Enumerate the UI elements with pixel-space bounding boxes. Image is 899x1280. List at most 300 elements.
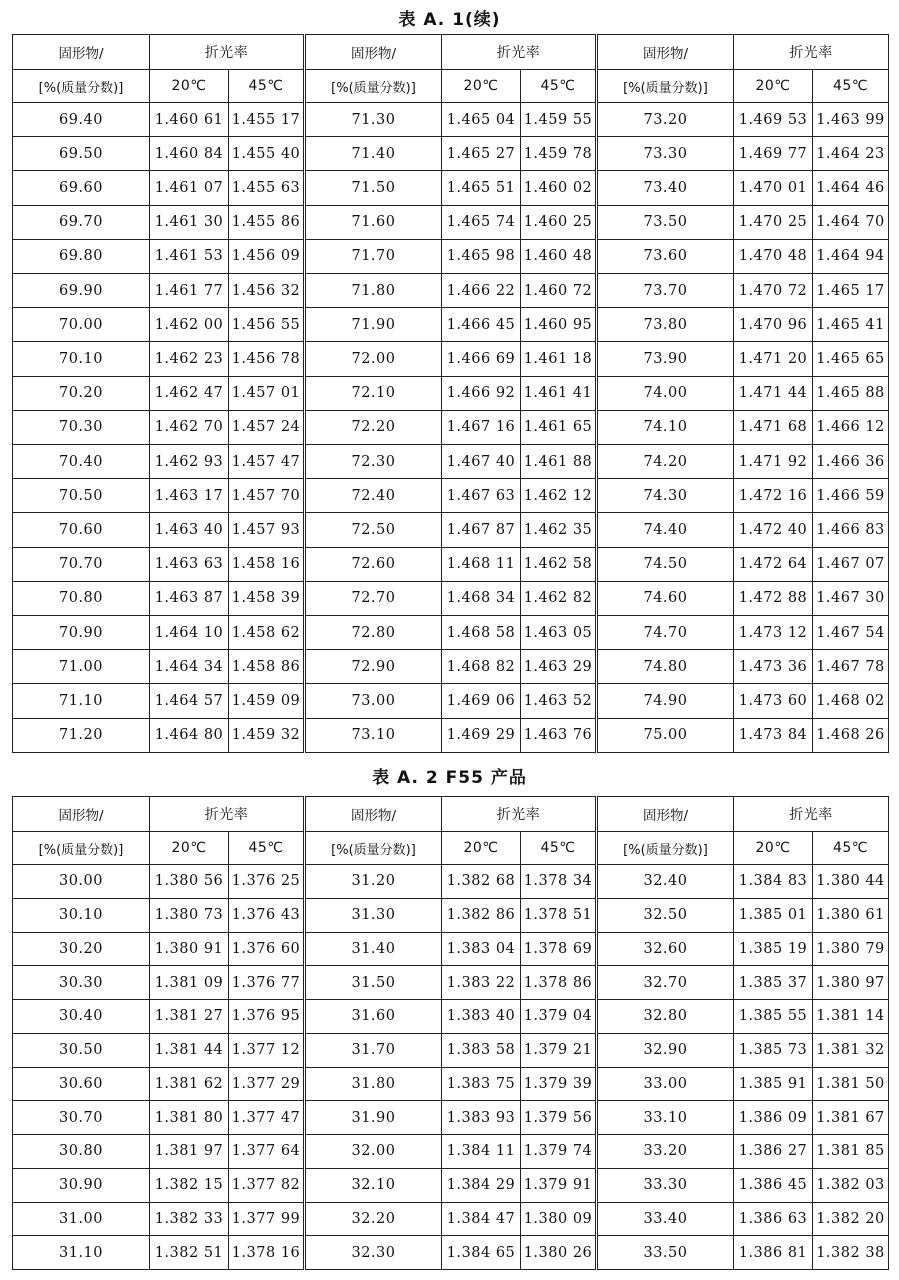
solid-content-cell: 69.90 [13, 274, 150, 308]
ri-20c-cell: 1.382 68 [442, 865, 521, 899]
ri-20c-cell: 1.383 22 [442, 966, 521, 1000]
solid-content-cell: 31.00 [13, 1202, 150, 1236]
table-row [13, 1202, 889, 1236]
ri-45c-cell: 1.377 99 [229, 1202, 305, 1236]
ri-45c-cell: 1.377 29 [229, 1067, 305, 1101]
ri-20c-cell: 1.470 25 [734, 205, 813, 239]
ri-45c-cell: 1.463 99 [813, 103, 889, 137]
solid-content-cell: 30.60 [13, 1067, 150, 1101]
table-row [13, 547, 889, 581]
temp-20c-header: 20℃ [442, 832, 521, 865]
table-row [13, 1101, 889, 1135]
ri-45c-cell: 1.458 62 [229, 616, 305, 650]
ri-45c-cell: 1.464 70 [813, 205, 889, 239]
solid-content-cell: 70.80 [13, 581, 150, 615]
ri-20c-cell: 1.472 40 [734, 513, 813, 547]
table-row [13, 445, 889, 479]
ri-20c-cell: 1.381 27 [150, 1000, 229, 1034]
ri-20c-cell: 1.383 40 [442, 1000, 521, 1034]
temp-45c-header: 45℃ [813, 70, 889, 103]
solid-content-cell: 31.10 [13, 1236, 150, 1270]
ri-45c-cell: 1.376 25 [229, 865, 305, 899]
ri-20c-cell: 1.469 77 [734, 137, 813, 171]
ri-20c-cell: 1.465 74 [442, 205, 521, 239]
solid-content-cell: 30.50 [13, 1033, 150, 1067]
ri-20c-cell: 1.463 17 [150, 479, 229, 513]
ri-20c-cell: 1.466 22 [442, 274, 521, 308]
ri-20c-cell: 1.385 73 [734, 1033, 813, 1067]
ri-45c-cell: 1.457 70 [229, 479, 305, 513]
solid-content-cell: 73.20 [597, 103, 734, 137]
solid-content-cell: 70.70 [13, 547, 150, 581]
refractive-index-header: 折光率 [150, 35, 305, 70]
ri-20c-cell: 1.384 47 [442, 1202, 521, 1236]
ri-20c-cell: 1.462 47 [150, 376, 229, 410]
ri-45c-cell: 1.461 18 [521, 342, 597, 376]
ri-20c-cell: 1.471 20 [734, 342, 813, 376]
ri-20c-cell: 1.463 87 [150, 581, 229, 615]
table-row [13, 410, 889, 444]
solid-content-cell: 30.90 [13, 1168, 150, 1202]
solid-content-cell: 71.10 [13, 684, 150, 718]
ri-45c-cell: 1.379 21 [521, 1033, 597, 1067]
solid-content-cell: 31.90 [305, 1101, 442, 1135]
solid-content-cell: 70.10 [13, 342, 150, 376]
solid-content-cell: 32.00 [305, 1135, 442, 1169]
solid-content-header: 固形物/ [13, 797, 150, 832]
solid-content-header: 固形物/ [597, 797, 734, 832]
solid-content-cell: 33.00 [597, 1067, 734, 1101]
ri-45c-cell: 1.459 32 [229, 718, 305, 752]
ri-45c-cell: 1.378 16 [229, 1236, 305, 1270]
ri-20c-cell: 1.461 07 [150, 171, 229, 205]
table-row [13, 171, 889, 205]
solid-unit-header: [%(质量分数)] [305, 70, 442, 103]
temp-45c-header: 45℃ [521, 70, 597, 103]
solid-content-cell: 70.60 [13, 513, 150, 547]
ri-45c-cell: 1.456 55 [229, 308, 305, 342]
ri-45c-cell: 1.460 25 [521, 205, 597, 239]
table-row [13, 342, 889, 376]
solid-content-header: 固形物/ [13, 35, 150, 70]
solid-content-cell: 31.50 [305, 966, 442, 1000]
solid-content-cell: 31.70 [305, 1033, 442, 1067]
ri-45c-cell: 1.380 61 [813, 898, 889, 932]
table-row [13, 616, 889, 650]
solid-content-cell: 72.10 [305, 376, 442, 410]
solid-content-cell: 32.10 [305, 1168, 442, 1202]
solid-content-cell: 33.20 [597, 1135, 734, 1169]
header-row [13, 797, 889, 832]
header-row [13, 35, 889, 70]
ri-20c-cell: 1.472 88 [734, 581, 813, 615]
ri-45c-cell: 1.456 09 [229, 239, 305, 273]
temp-20c-header: 20℃ [734, 832, 813, 865]
solid-content-cell: 73.00 [305, 684, 442, 718]
ri-20c-cell: 1.471 68 [734, 410, 813, 444]
table-row [13, 1067, 889, 1101]
solid-content-cell: 74.80 [597, 650, 734, 684]
solid-content-cell: 74.90 [597, 684, 734, 718]
ri-20c-cell: 1.463 63 [150, 547, 229, 581]
ri-20c-cell: 1.473 60 [734, 684, 813, 718]
ri-20c-cell: 1.460 61 [150, 103, 229, 137]
solid-content-cell: 71.90 [305, 308, 442, 342]
table-row [13, 1236, 889, 1270]
solid-content-cell: 74.50 [597, 547, 734, 581]
ri-20c-cell: 1.468 58 [442, 616, 521, 650]
ri-45c-cell: 1.377 12 [229, 1033, 305, 1067]
solid-content-cell: 32.60 [597, 932, 734, 966]
table-row [13, 513, 889, 547]
solid-content-cell: 33.50 [597, 1236, 734, 1270]
ri-20c-cell: 1.468 34 [442, 581, 521, 615]
solid-content-cell: 74.70 [597, 616, 734, 650]
solid-content-cell: 33.30 [597, 1168, 734, 1202]
table-row [13, 966, 889, 1000]
ri-45c-cell: 1.464 94 [813, 239, 889, 273]
ri-20c-cell: 1.468 82 [442, 650, 521, 684]
solid-content-cell: 71.50 [305, 171, 442, 205]
ri-20c-cell: 1.466 69 [442, 342, 521, 376]
solid-unit-header: [%(质量分数)] [13, 70, 150, 103]
ri-20c-cell: 1.382 15 [150, 1168, 229, 1202]
ri-20c-cell: 1.461 53 [150, 239, 229, 273]
solid-content-cell: 73.30 [597, 137, 734, 171]
solid-content-cell: 70.20 [13, 376, 150, 410]
solid-content-header: 固形物/ [597, 35, 734, 70]
ri-20c-cell: 1.469 53 [734, 103, 813, 137]
ri-45c-cell: 1.458 86 [229, 650, 305, 684]
refractive-index-table-1 [12, 34, 889, 753]
solid-content-cell: 31.60 [305, 1000, 442, 1034]
ri-20c-cell: 1.380 56 [150, 865, 229, 899]
ri-20c-cell: 1.383 58 [442, 1033, 521, 1067]
ri-45c-cell: 1.460 95 [521, 308, 597, 342]
ri-45c-cell: 1.458 39 [229, 581, 305, 615]
ri-45c-cell: 1.455 63 [229, 171, 305, 205]
ri-45c-cell: 1.462 35 [521, 513, 597, 547]
ri-20c-cell: 1.472 64 [734, 547, 813, 581]
solid-content-cell: 32.50 [597, 898, 734, 932]
table-title: 表 A. 1(续) [398, 10, 501, 30]
ri-20c-cell: 1.386 27 [734, 1135, 813, 1169]
ri-20c-cell: 1.473 84 [734, 718, 813, 752]
ri-20c-cell: 1.381 44 [150, 1033, 229, 1067]
ri-20c-cell: 1.464 57 [150, 684, 229, 718]
ri-20c-cell: 1.461 30 [150, 205, 229, 239]
ri-45c-cell: 1.457 93 [229, 513, 305, 547]
solid-content-cell: 31.20 [305, 865, 442, 899]
ri-45c-cell: 1.457 24 [229, 410, 305, 444]
ri-20c-cell: 1.384 65 [442, 1236, 521, 1270]
table-row [13, 581, 889, 615]
solid-content-cell: 69.70 [13, 205, 150, 239]
ri-45c-cell: 1.455 86 [229, 205, 305, 239]
ri-45c-cell: 1.458 16 [229, 547, 305, 581]
solid-content-cell: 69.50 [13, 137, 150, 171]
ri-45c-cell: 1.455 17 [229, 103, 305, 137]
table-row [13, 376, 889, 410]
temp-45c-header: 45℃ [521, 832, 597, 865]
solid-content-cell: 30.40 [13, 1000, 150, 1034]
ri-20c-cell: 1.383 04 [442, 932, 521, 966]
solid-content-cell: 71.60 [305, 205, 442, 239]
ri-20c-cell: 1.462 70 [150, 410, 229, 444]
ri-45c-cell: 1.468 26 [813, 718, 889, 752]
ri-45c-cell: 1.460 72 [521, 274, 597, 308]
temp-45c-header: 45℃ [229, 832, 305, 865]
table-title: 表 A. 2 F55 产品 [372, 768, 527, 788]
ri-20c-cell: 1.382 86 [442, 898, 521, 932]
ri-45c-cell: 1.457 47 [229, 445, 305, 479]
table-row [13, 137, 889, 171]
ri-20c-cell: 1.467 63 [442, 479, 521, 513]
solid-content-cell: 73.40 [597, 171, 734, 205]
solid-content-cell: 73.70 [597, 274, 734, 308]
ri-45c-cell: 1.376 43 [229, 898, 305, 932]
ri-20c-cell: 1.381 80 [150, 1101, 229, 1135]
ri-45c-cell: 1.460 48 [521, 239, 597, 273]
ri-45c-cell: 1.380 44 [813, 865, 889, 899]
ri-45c-cell: 1.465 17 [813, 274, 889, 308]
solid-content-cell: 32.90 [597, 1033, 734, 1067]
solid-content-cell: 73.10 [305, 718, 442, 752]
table-row [13, 932, 889, 966]
ri-45c-cell: 1.376 77 [229, 966, 305, 1000]
solid-unit-header: [%(质量分数)] [597, 70, 734, 103]
ri-20c-cell: 1.385 37 [734, 966, 813, 1000]
table-row [13, 650, 889, 684]
ri-20c-cell: 1.461 77 [150, 274, 229, 308]
refractive-index-header: 折光率 [734, 35, 889, 70]
ri-20c-cell: 1.386 09 [734, 1101, 813, 1135]
temp-45c-header: 45℃ [813, 832, 889, 865]
table-row [13, 1168, 889, 1202]
ri-20c-cell: 1.471 92 [734, 445, 813, 479]
ri-45c-cell: 1.379 74 [521, 1135, 597, 1169]
table-row [13, 865, 889, 899]
header-row [13, 70, 889, 103]
solid-content-cell: 72.40 [305, 479, 442, 513]
ri-20c-cell: 1.386 63 [734, 1202, 813, 1236]
ri-45c-cell: 1.464 23 [813, 137, 889, 171]
table-row [13, 684, 889, 718]
ri-45c-cell: 1.379 04 [521, 1000, 597, 1034]
temp-20c-header: 20℃ [442, 70, 521, 103]
solid-content-cell: 69.60 [13, 171, 150, 205]
ri-20c-cell: 1.385 01 [734, 898, 813, 932]
ri-20c-cell: 1.383 75 [442, 1067, 521, 1101]
solid-content-cell: 71.00 [13, 650, 150, 684]
solid-content-cell: 31.30 [305, 898, 442, 932]
solid-content-cell: 69.80 [13, 239, 150, 273]
ri-20c-cell: 1.382 51 [150, 1236, 229, 1270]
refractive-index-table-2 [12, 796, 889, 1270]
ri-20c-cell: 1.465 27 [442, 137, 521, 171]
ri-45c-cell: 1.381 50 [813, 1067, 889, 1101]
solid-content-cell: 32.30 [305, 1236, 442, 1270]
ri-45c-cell: 1.378 51 [521, 898, 597, 932]
ri-20c-cell: 1.463 40 [150, 513, 229, 547]
ri-20c-cell: 1.468 11 [442, 547, 521, 581]
table-row [13, 274, 889, 308]
ri-45c-cell: 1.459 55 [521, 103, 597, 137]
solid-content-cell: 74.10 [597, 410, 734, 444]
ri-20c-cell: 1.380 73 [150, 898, 229, 932]
solid-content-cell: 31.80 [305, 1067, 442, 1101]
solid-content-cell: 30.20 [13, 932, 150, 966]
ri-20c-cell: 1.467 87 [442, 513, 521, 547]
ri-20c-cell: 1.469 29 [442, 718, 521, 752]
ri-20c-cell: 1.385 19 [734, 932, 813, 966]
solid-content-cell: 74.20 [597, 445, 734, 479]
ri-45c-cell: 1.462 12 [521, 479, 597, 513]
table-row [13, 103, 889, 137]
temp-20c-header: 20℃ [150, 70, 229, 103]
ri-20c-cell: 1.464 34 [150, 650, 229, 684]
solid-content-cell: 70.40 [13, 445, 150, 479]
ri-20c-cell: 1.466 45 [442, 308, 521, 342]
refractive-index-header: 折光率 [734, 797, 889, 832]
ri-45c-cell: 1.455 40 [229, 137, 305, 171]
ri-45c-cell: 1.465 41 [813, 308, 889, 342]
ri-20c-cell: 1.470 48 [734, 239, 813, 273]
table-row [13, 308, 889, 342]
ri-20c-cell: 1.385 91 [734, 1067, 813, 1101]
solid-content-cell: 74.00 [597, 376, 734, 410]
solid-content-cell: 30.30 [13, 966, 150, 1000]
ri-45c-cell: 1.379 56 [521, 1101, 597, 1135]
temp-20c-header: 20℃ [734, 70, 813, 103]
ri-20c-cell: 1.384 29 [442, 1168, 521, 1202]
solid-content-cell: 70.90 [13, 616, 150, 650]
solid-content-cell: 72.70 [305, 581, 442, 615]
solid-content-cell: 72.20 [305, 410, 442, 444]
solid-content-cell: 33.40 [597, 1202, 734, 1236]
ri-45c-cell: 1.377 64 [229, 1135, 305, 1169]
table-row [13, 479, 889, 513]
table-row [13, 1033, 889, 1067]
ri-20c-cell: 1.470 01 [734, 171, 813, 205]
ri-20c-cell: 1.383 93 [442, 1101, 521, 1135]
solid-content-cell: 30.10 [13, 898, 150, 932]
ri-20c-cell: 1.381 97 [150, 1135, 229, 1169]
ri-20c-cell: 1.464 80 [150, 718, 229, 752]
solid-unit-header: [%(质量分数)] [305, 832, 442, 865]
solid-content-cell: 30.70 [13, 1101, 150, 1135]
solid-content-cell: 71.20 [13, 718, 150, 752]
solid-content-cell: 74.60 [597, 581, 734, 615]
refractive-index-header: 折光率 [150, 797, 305, 832]
ri-45c-cell: 1.466 12 [813, 410, 889, 444]
temp-45c-header: 45℃ [229, 70, 305, 103]
ri-20c-cell: 1.471 44 [734, 376, 813, 410]
ri-20c-cell: 1.472 16 [734, 479, 813, 513]
ri-45c-cell: 1.461 41 [521, 376, 597, 410]
ri-45c-cell: 1.379 91 [521, 1168, 597, 1202]
ri-20c-cell: 1.385 55 [734, 1000, 813, 1034]
ri-45c-cell: 1.465 88 [813, 376, 889, 410]
ri-20c-cell: 1.465 98 [442, 239, 521, 273]
ri-45c-cell: 1.381 67 [813, 1101, 889, 1135]
solid-content-cell: 70.30 [13, 410, 150, 444]
table-row [13, 239, 889, 273]
solid-content-cell: 30.00 [13, 865, 150, 899]
ri-20c-cell: 1.381 62 [150, 1067, 229, 1101]
ri-45c-cell: 1.379 39 [521, 1067, 597, 1101]
ri-20c-cell: 1.470 96 [734, 308, 813, 342]
ri-45c-cell: 1.466 59 [813, 479, 889, 513]
table-row [13, 898, 889, 932]
ri-20c-cell: 1.380 91 [150, 932, 229, 966]
ri-20c-cell: 1.462 23 [150, 342, 229, 376]
ri-45c-cell: 1.378 86 [521, 966, 597, 1000]
solid-content-cell: 73.90 [597, 342, 734, 376]
ri-45c-cell: 1.457 01 [229, 376, 305, 410]
solid-content-cell: 71.70 [305, 239, 442, 273]
solid-content-cell: 32.40 [597, 865, 734, 899]
solid-content-cell: 74.30 [597, 479, 734, 513]
solid-content-cell: 71.40 [305, 137, 442, 171]
solid-content-cell: 72.80 [305, 616, 442, 650]
solid-content-cell: 32.20 [305, 1202, 442, 1236]
ri-45c-cell: 1.467 54 [813, 616, 889, 650]
ri-45c-cell: 1.460 02 [521, 171, 597, 205]
solid-content-cell: 72.90 [305, 650, 442, 684]
ri-45c-cell: 1.381 85 [813, 1135, 889, 1169]
ri-45c-cell: 1.462 58 [521, 547, 597, 581]
ri-45c-cell: 1.376 95 [229, 1000, 305, 1034]
solid-unit-header: [%(质量分数)] [13, 832, 150, 865]
solid-content-cell: 69.40 [13, 103, 150, 137]
ri-45c-cell: 1.376 60 [229, 932, 305, 966]
ri-45c-cell: 1.463 76 [521, 718, 597, 752]
ri-45c-cell: 1.463 29 [521, 650, 597, 684]
ri-45c-cell: 1.463 52 [521, 684, 597, 718]
solid-content-cell: 73.80 [597, 308, 734, 342]
ri-20c-cell: 1.473 36 [734, 650, 813, 684]
ri-20c-cell: 1.382 33 [150, 1202, 229, 1236]
ri-45c-cell: 1.466 83 [813, 513, 889, 547]
ri-20c-cell: 1.381 09 [150, 966, 229, 1000]
ri-45c-cell: 1.466 36 [813, 445, 889, 479]
ri-45c-cell: 1.378 34 [521, 865, 597, 899]
solid-content-cell: 32.70 [597, 966, 734, 1000]
ri-20c-cell: 1.466 92 [442, 376, 521, 410]
temp-20c-header: 20℃ [150, 832, 229, 865]
ri-45c-cell: 1.467 30 [813, 581, 889, 615]
solid-content-cell: 72.00 [305, 342, 442, 376]
refractive-index-header: 折光率 [442, 797, 597, 832]
ri-20c-cell: 1.470 72 [734, 274, 813, 308]
solid-content-header: 固形物/ [305, 35, 442, 70]
ri-20c-cell: 1.465 04 [442, 103, 521, 137]
ri-45c-cell: 1.380 79 [813, 932, 889, 966]
ri-45c-cell: 1.468 02 [813, 684, 889, 718]
ri-20c-cell: 1.467 16 [442, 410, 521, 444]
ri-45c-cell: 1.380 26 [521, 1236, 597, 1270]
ri-45c-cell: 1.467 07 [813, 547, 889, 581]
solid-content-cell: 70.00 [13, 308, 150, 342]
ri-20c-cell: 1.384 11 [442, 1135, 521, 1169]
solid-content-cell: 75.00 [597, 718, 734, 752]
ri-20c-cell: 1.465 51 [442, 171, 521, 205]
ri-45c-cell: 1.382 03 [813, 1168, 889, 1202]
ri-45c-cell: 1.465 65 [813, 342, 889, 376]
ri-45c-cell: 1.380 97 [813, 966, 889, 1000]
ri-20c-cell: 1.464 10 [150, 616, 229, 650]
